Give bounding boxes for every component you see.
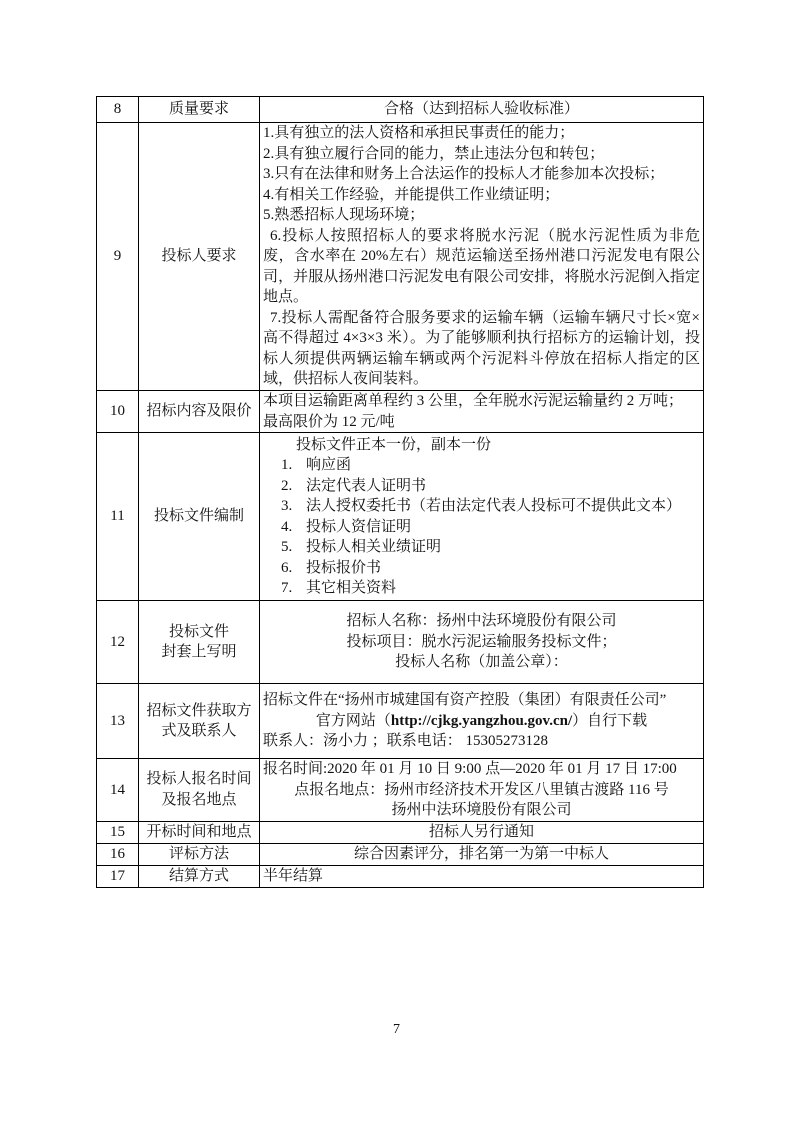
row-label: 结算方式 <box>139 865 260 887</box>
row-label-line: 式及联系人 <box>161 723 237 739</box>
list-item-text: 投标报价书 <box>306 559 382 576</box>
tender-info-table <box>96 96 704 888</box>
row-content <box>260 433 704 601</box>
row-content: 招标人另行通知 <box>260 821 704 843</box>
list-item-number: 6. <box>281 559 293 576</box>
table-row-17 <box>97 865 704 887</box>
download-note: ）自行下载 <box>572 712 648 729</box>
row-number: 11 <box>97 433 139 601</box>
list-item-text: 投标人资信证明 <box>306 518 412 535</box>
row-number: 14 <box>97 759 139 822</box>
row-label: 质量要求 <box>139 97 260 123</box>
content-line: 本项目运输距离单程约 3 公里，全年脱水污泥运输量约 2 万吨； <box>263 393 684 409</box>
row-label-line: 投标文件 <box>168 623 229 640</box>
requirement-item: 1.具有独立的法人资格和承担民事责任的能力； <box>263 125 575 142</box>
row-label: 招标内容及限价 <box>139 391 260 433</box>
row-number: 12 <box>97 601 139 684</box>
table-row-14 <box>97 759 704 822</box>
row-label: 投标人要求 <box>139 123 260 391</box>
requirement-item: 5.熟悉招标人现场环境； <box>263 207 425 224</box>
table-row-10 <box>97 391 704 433</box>
row-number: 16 <box>97 843 139 865</box>
row-label-line: 及报名地点 <box>161 791 237 808</box>
website-url: http://cjkg.yangzhou.gov.cn/ <box>390 712 573 729</box>
row-number: 8 <box>97 97 139 123</box>
table-row-11 <box>97 433 704 601</box>
list-item <box>263 455 700 476</box>
content-line: 招标人名称：扬州中法环境股份有限公司 <box>346 613 617 630</box>
list-item <box>263 476 700 497</box>
list-item <box>263 517 700 538</box>
list-item-number: 7. <box>281 580 293 596</box>
table-row-12 <box>97 601 704 684</box>
row-content <box>260 684 704 759</box>
row-label-line: 招标文件获取方 <box>146 702 252 719</box>
row-label-line: 封套上写明 <box>161 644 237 660</box>
list-item-text: 响应函 <box>306 457 352 473</box>
content-line: 报名时间:2020 年 01 月 10 日 9:00 点—2020 年 01 月 17 日 17:00 <box>263 761 677 777</box>
list-item-number: 2. <box>281 477 293 494</box>
content-line: 投标项目：脱水污泥运输服务投标文件； <box>346 633 617 650</box>
table-row-13 <box>97 684 704 759</box>
row-label <box>139 684 260 759</box>
row-content: 半年结算 <box>260 865 704 887</box>
content-line: 扬州中法环境股份有限公司 <box>391 802 572 818</box>
list-item <box>263 496 700 517</box>
row-label: 评标方法 <box>139 843 260 865</box>
requirement-item: 4.有相关工作经验，并能提供工作业绩证明； <box>263 186 560 203</box>
row-label <box>139 601 260 684</box>
list-item-number: 3. <box>281 498 293 514</box>
requirement-item: 2.具有独立履行合同的能力，禁止违法分包和转包； <box>263 145 605 162</box>
list-item-text: 其它相关资料 <box>306 580 397 596</box>
list-item <box>263 537 700 558</box>
row-content: 合格（达到招标人验收标准） <box>260 97 704 123</box>
list-item <box>263 558 700 579</box>
list-item-text: 法人授权委托书（若由法定代表人投标可不提供此文本） <box>306 498 682 514</box>
requirement-item: 7.投标人需配备符合服务要求的运输车辆（运输车辆尺寸长×宽×高不得超过 4×3×3 米）。为了能够顺利执行招标方的运输计划，投标人须提供两辆运输车辆或两个污泥料斗停放在招标人指定的区域，供招标人夜间装料。 <box>263 309 700 388</box>
row-content <box>260 123 704 391</box>
table-row-15 <box>97 821 704 843</box>
row-label-line: 投标人报名时间 <box>146 771 252 788</box>
row-number: 17 <box>97 865 139 887</box>
content-line: 最高限价为 12 元/吨 <box>263 413 395 430</box>
row-number: 10 <box>97 391 139 433</box>
requirement-item: 3.只有在法律和财务上合法运作的投标人才能参加本次投标； <box>263 166 665 183</box>
row-content <box>260 601 704 684</box>
row-content <box>260 391 704 433</box>
list-item <box>263 578 700 599</box>
row-content: 综合因素评分，排名第一为第一中标人 <box>260 843 704 865</box>
content-line: 投标人名称（加盖公章）： <box>395 654 568 671</box>
list-item-number: 5. <box>281 539 293 555</box>
list-item-text: 投标人相关业绩证明 <box>306 539 442 555</box>
document-copies-line: 投标文件正本一份，副本一份 <box>296 436 492 453</box>
list-item-number: 4. <box>281 518 293 535</box>
requirement-item: 6.投标人按照招标人的要求将脱水污泥（脱水污泥性质为非危废，含水率在 20%左右）规范运输送至扬州港口污泥发电有限公司，并服从扬州港口污泥发电有限公司安排，将脱水污泥倒入指定地点。 <box>263 227 700 306</box>
content-line: 点报名地点：扬州市经济技术开发区八里镇古渡路 116 号 <box>294 781 669 798</box>
row-content <box>260 759 704 822</box>
row-label: 开标时间和地点 <box>139 821 260 843</box>
page-number: 7 <box>393 1022 400 1037</box>
table-row-16 <box>97 843 704 865</box>
row-number: 13 <box>97 684 139 759</box>
list-item-text: 法定代表人证明书 <box>306 477 427 494</box>
row-number: 9 <box>97 123 139 391</box>
table-row-9 <box>97 123 704 391</box>
row-number: 15 <box>97 821 139 843</box>
row-label <box>139 759 260 822</box>
list-item-number: 1. <box>281 457 293 473</box>
content-line <box>263 711 700 732</box>
content-line: 招标文件在“扬州市城建国有资产控股（集团）有限责任公司” <box>263 692 667 709</box>
contact-line: 联系人：汤小力 ；联系电话： 15305273128 <box>263 733 549 750</box>
row-label: 投标文件编制 <box>139 433 260 601</box>
website-label: 官方网站（ <box>315 712 391 729</box>
table-row-8 <box>97 97 704 123</box>
